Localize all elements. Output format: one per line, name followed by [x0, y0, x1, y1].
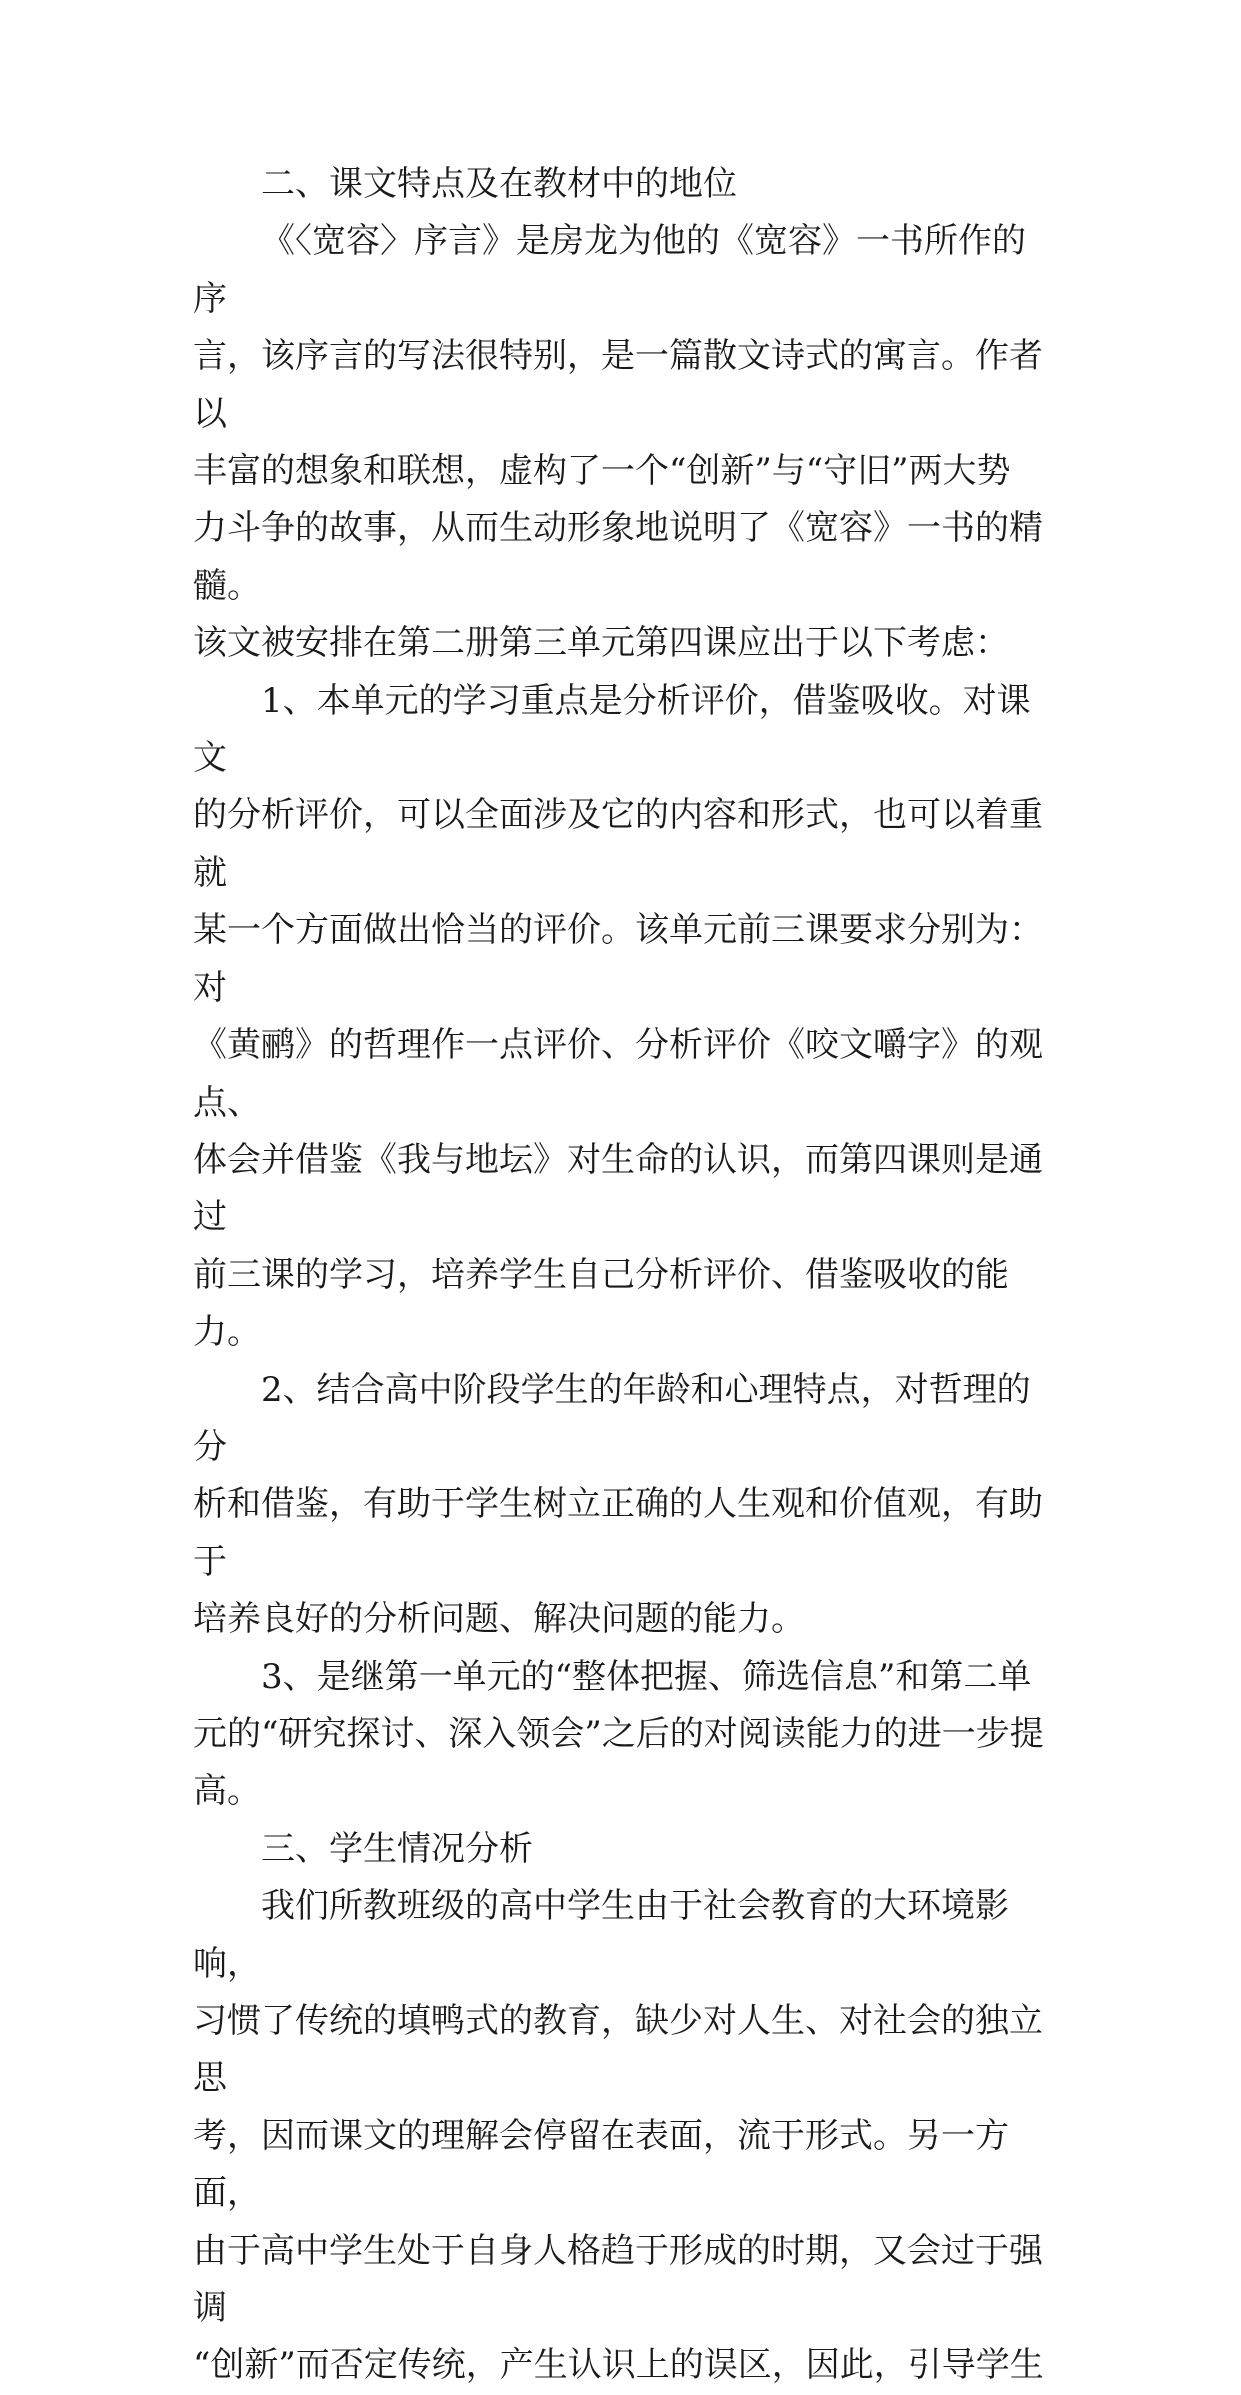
- document-body: [193, 156, 1053, 2395]
- paragraph-line: 3、是继第一单元的“整体把握、筛选信息”和第二单: [261, 1656, 1032, 1697]
- paragraph-line: 2、结合高中阶段学生的年龄和心理特点，对哲理的分: [193, 1369, 1031, 1467]
- paragraph-line: 《黄鹂》的哲理作一点评价、分析评价《咬文嚼字》的观点、: [193, 1025, 1043, 1123]
- paragraph-line: 的分析评价，可以全面涉及它的内容和形式，也可以着重就: [193, 795, 1043, 893]
- paragraph-line: 培养良好的分析问题、解决问题的能力。: [193, 1599, 805, 1640]
- paragraph-students: [193, 1878, 1053, 2395]
- paragraph-line: 我们所教班级的高中学生由于社会教育的大环境影响，: [193, 1886, 1009, 1984]
- paragraph-line: 丰富的想象和联想，虚构了一个“创新”与“守旧”两大势: [193, 451, 1011, 492]
- heading-text: 二、课文特点及在教材中的地位: [261, 164, 737, 204]
- paragraph-point-3: [193, 1649, 1053, 1821]
- paragraph-line: 1、本单元的学习重点是分析评价，借鉴吸收。对课文: [193, 680, 1031, 779]
- paragraph-line: 考，因而课文的理解会停留在表面，流于形式。另一方面，: [193, 2115, 1009, 2214]
- paragraph-line: 体会并借鉴《我与地坛》对生命的认识，而第四课则是通过: [193, 1139, 1043, 1238]
- paragraph-line: 力斗争的故事，从而生动形象地说明了《宽容》一书的精髓。: [193, 508, 1043, 606]
- paragraph-line: 前三课的学习，培养学生自己分析评价、借鉴吸收的能力。: [193, 1254, 1009, 1353]
- paragraph-line: 由于高中学生处于自身人格趋于形成的时期，又会过于强调: [193, 2230, 1043, 2329]
- paragraph-line: 该文被安排在第二册第三单元第四课应出于以下考虑：: [193, 623, 1009, 664]
- paragraph-point-2: [193, 1362, 1053, 1649]
- heading-text: 三、学生情况分析: [261, 1828, 533, 1869]
- paragraph-line: 《〈宽容〉序言》是房龙为他的《宽容》一书所作的序: [193, 221, 1026, 319]
- paragraph-point-1: [193, 673, 1053, 1362]
- paragraph-line: 习惯了传统的填鸭式的教育，缺少对人生、对社会的独立思: [193, 2001, 1043, 2099]
- section-heading-student-analysis: [193, 1821, 1053, 1878]
- paragraph-line: “创新”而否定传统，产生认识上的误区，因此，引导学生: [193, 2345, 1044, 2386]
- paragraph-line: 某一个方面做出恰当的评价。该单元前三课要求分别为：对: [193, 910, 1043, 1008]
- paragraph-line: 高。: [193, 1771, 261, 1812]
- paragraph-intro: [193, 213, 1053, 672]
- paragraph-line: 元的“研究探讨、深入领会”之后的对阅读能力的进一步提: [193, 1713, 1044, 1754]
- paragraph-line: 言，该序言的写法很特别，是一篇散文诗式的寓言。作者以: [193, 336, 1043, 434]
- section-heading-textbook-position: [193, 156, 1053, 213]
- paragraph-line: 析和借鉴，有助于学生树立正确的人生观和价值观，有助于: [193, 1484, 1043, 1582]
